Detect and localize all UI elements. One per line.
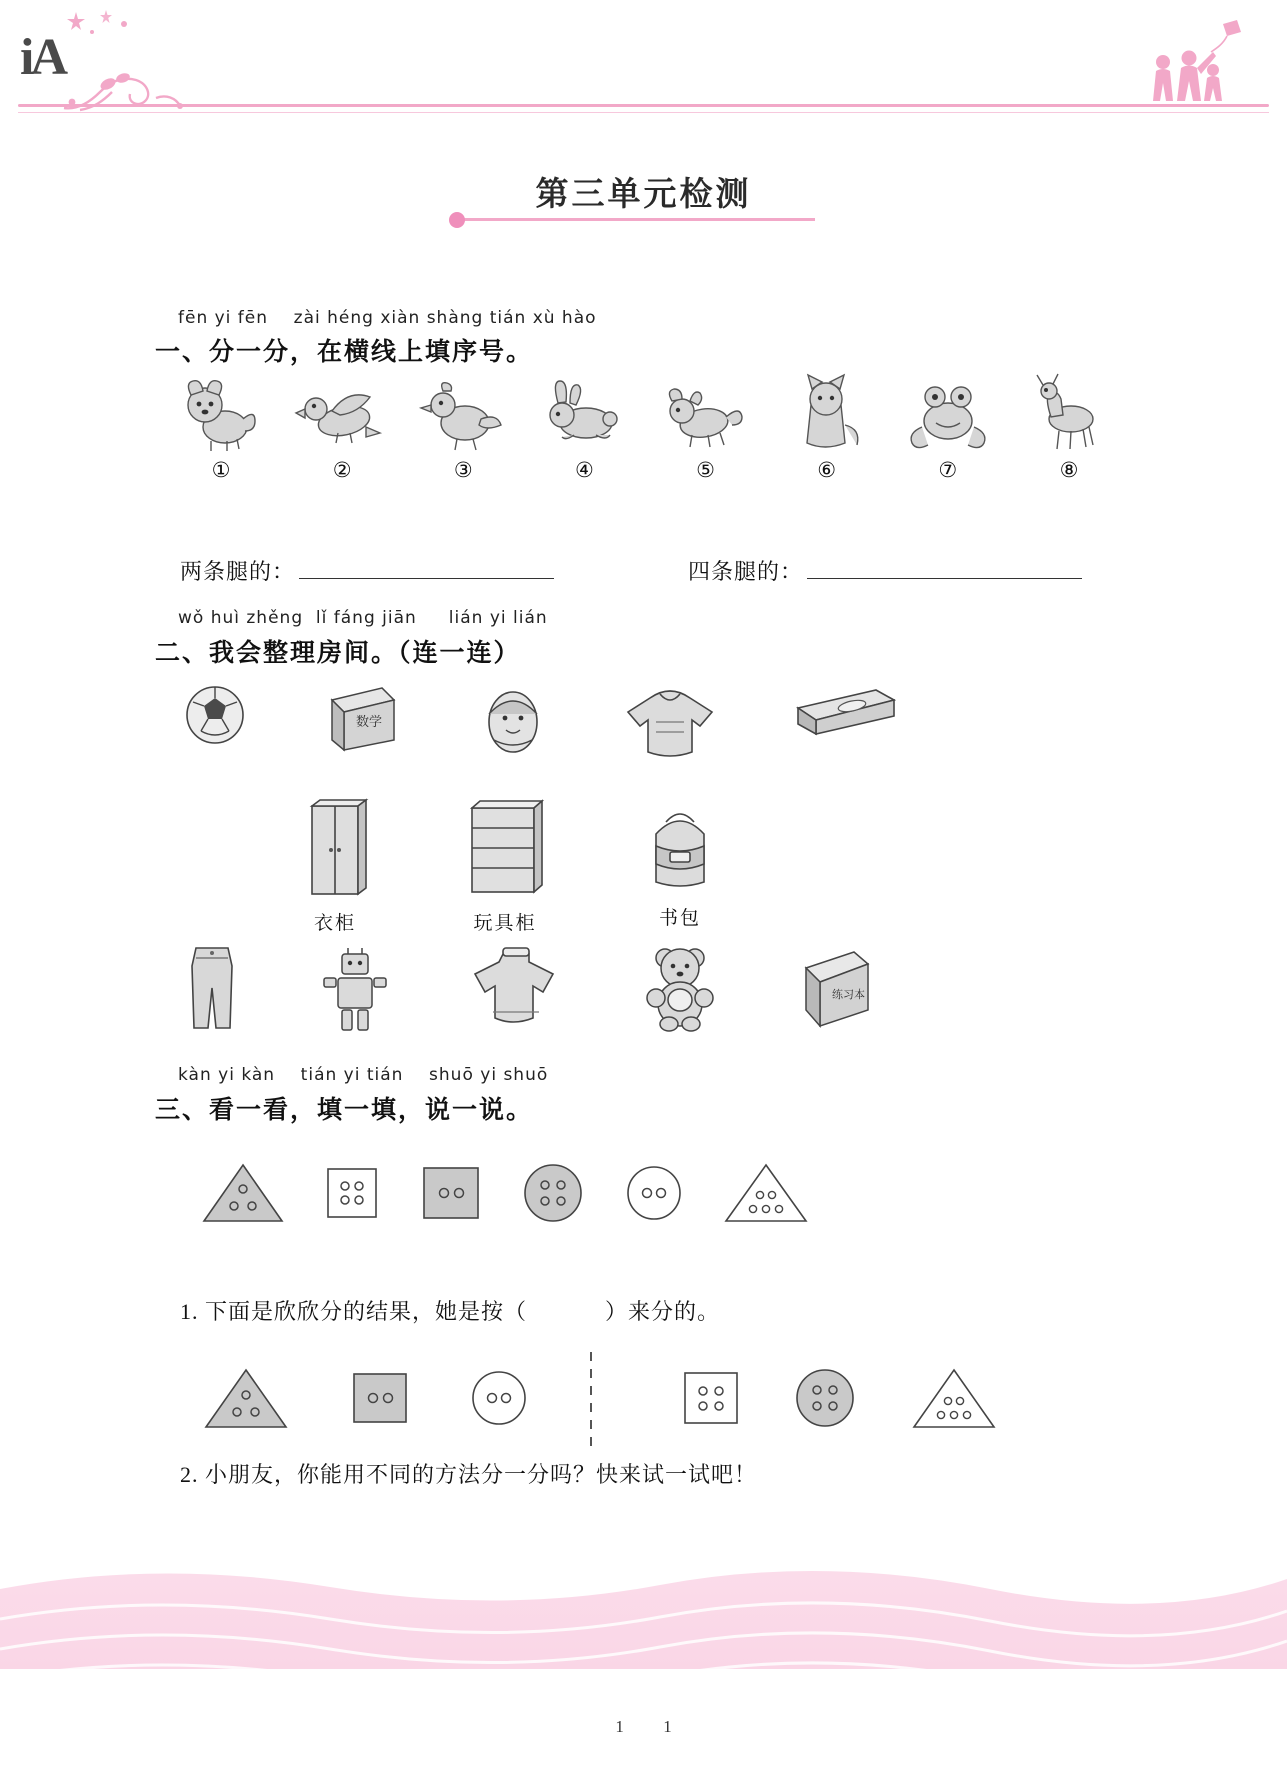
button-shape-item bbox=[468, 1367, 530, 1434]
sweatshirt-picture-icon bbox=[620, 678, 720, 758]
room-object-item[interactable] bbox=[790, 678, 900, 763]
section-1-pinyin: fēn yi fēn zài héng xiàn shàng tián xù hào bbox=[178, 308, 597, 328]
doll-picture-icon bbox=[476, 678, 550, 756]
triangle-white-5holes-icon bbox=[722, 1161, 810, 1225]
button-shape-item[interactable] bbox=[418, 1162, 484, 1229]
square-gray-2holes-icon bbox=[349, 1369, 411, 1427]
button-shape-item bbox=[680, 1368, 742, 1433]
section-2-heading: 二、我会整理房间。（连一连） bbox=[155, 640, 521, 667]
group-divider-dashed bbox=[588, 1352, 594, 1453]
frog-picture-icon bbox=[902, 375, 994, 453]
button-shape-item[interactable] bbox=[200, 1161, 286, 1230]
schoolbag-picture-icon bbox=[640, 798, 720, 898]
button-shape-item[interactable] bbox=[323, 1164, 381, 1227]
animal-item bbox=[781, 375, 873, 482]
button-shape-item[interactable] bbox=[623, 1162, 685, 1229]
animal-item bbox=[296, 375, 388, 482]
page-footer bbox=[0, 1717, 1287, 1737]
room-object-item[interactable] bbox=[476, 678, 550, 763]
four-legs-label: 四条腿的： bbox=[688, 559, 804, 584]
section-3-heading: 三、看一看，填一填，说一说。 bbox=[155, 1097, 534, 1124]
room-objects-row-3 bbox=[180, 940, 880, 1041]
cat-picture-icon bbox=[781, 375, 873, 453]
room-object-item[interactable] bbox=[320, 678, 406, 763]
circle-white-2holes-icon bbox=[623, 1162, 685, 1224]
animal-number: ⑧ bbox=[1059, 458, 1079, 482]
triangle-white-5holes-icon bbox=[908, 1365, 1000, 1431]
four-legs-blank-row bbox=[688, 555, 1082, 586]
q1-left-group bbox=[200, 1365, 530, 1436]
two-legs-label: 两条腿的： bbox=[180, 559, 296, 584]
animal-number: ⑥ bbox=[817, 458, 837, 482]
publisher-logo: iA bbox=[20, 29, 64, 86]
deer-picture-icon bbox=[1023, 375, 1115, 453]
math-book-caption: 数学 bbox=[356, 714, 383, 729]
room-object-item[interactable] bbox=[620, 678, 720, 763]
math-book-picture-icon bbox=[320, 678, 406, 758]
four-legs-answer-blank[interactable] bbox=[807, 556, 1082, 579]
furniture-label: 衣柜 bbox=[313, 913, 356, 934]
room-object-item[interactable] bbox=[465, 940, 567, 1041]
animal-number: ① bbox=[211, 458, 231, 482]
button-shape-item bbox=[349, 1369, 411, 1432]
header-divider-thin bbox=[18, 112, 1269, 113]
robot-toy-picture-icon bbox=[318, 940, 392, 1036]
animal-item bbox=[175, 375, 267, 482]
circle-gray-4holes-icon bbox=[792, 1365, 858, 1431]
furniture-item[interactable] bbox=[300, 798, 370, 935]
button-shape-item bbox=[200, 1365, 292, 1436]
two-legs-blank-row bbox=[180, 555, 554, 586]
animal-number: ⑦ bbox=[938, 458, 958, 482]
exercise-book-picture-icon bbox=[794, 940, 880, 1032]
square-white-4holes-icon bbox=[323, 1164, 381, 1222]
button-shape-item[interactable] bbox=[520, 1160, 586, 1231]
animal-number: ③ bbox=[453, 458, 473, 482]
room-object-item[interactable] bbox=[180, 940, 244, 1041]
triangle-gray-3holes-icon bbox=[200, 1161, 286, 1225]
question-2-text: 2. 小朋友，你能用不同的方法分一分吗？快来试一试吧！ bbox=[180, 1462, 758, 1487]
page-title: 第三单元检测 bbox=[535, 177, 752, 213]
square-gray-2holes-icon bbox=[418, 1162, 484, 1224]
animal-number: ② bbox=[332, 458, 352, 482]
room-objects-row-1 bbox=[180, 678, 900, 763]
furniture-item[interactable] bbox=[640, 798, 720, 935]
animal-item bbox=[902, 375, 994, 482]
pants-picture-icon bbox=[180, 940, 244, 1036]
circle-gray-4holes-icon bbox=[520, 1160, 586, 1226]
square-white-4holes-icon bbox=[680, 1368, 742, 1428]
dog-picture-icon bbox=[175, 375, 267, 453]
page-number-duplicate: 1 bbox=[663, 1717, 712, 1736]
title-dot-decor bbox=[449, 212, 465, 228]
page-header-decoration bbox=[0, 0, 1287, 120]
puppy-picture-icon bbox=[660, 375, 752, 453]
button-shapes-row bbox=[200, 1160, 810, 1231]
chick-picture-icon bbox=[417, 375, 509, 453]
title-underline bbox=[455, 218, 815, 221]
section-2-pinyin: wǒ huì zhěng lǐ fáng jiān lián yi lián bbox=[178, 608, 548, 628]
sweater-picture-icon bbox=[465, 940, 567, 1028]
animal-number: ⑤ bbox=[696, 458, 715, 482]
room-object-item[interactable] bbox=[180, 678, 250, 763]
room-object-item[interactable] bbox=[794, 940, 880, 1041]
furniture-label: 玩具柜 bbox=[473, 913, 537, 934]
room-object-item[interactable] bbox=[318, 940, 392, 1041]
rabbit-picture-icon bbox=[538, 375, 630, 453]
swirl-decor-icon bbox=[60, 58, 170, 108]
section-1-heading: 一、分一分，在横线上填序号。 bbox=[155, 339, 534, 366]
page-title-block bbox=[0, 168, 1287, 225]
animal-number: ④ bbox=[575, 458, 594, 482]
header-divider bbox=[18, 104, 1269, 107]
two-legs-answer-blank[interactable] bbox=[299, 556, 554, 579]
toy-cabinet-picture-icon bbox=[462, 798, 548, 903]
page-number: 1 bbox=[615, 1717, 664, 1736]
furniture-label: 书包 bbox=[658, 908, 701, 929]
button-shape-item[interactable] bbox=[722, 1161, 810, 1230]
footer-wave-decoration bbox=[0, 1549, 1287, 1669]
teddy-bear-picture-icon bbox=[641, 940, 721, 1036]
button-shape-item bbox=[908, 1365, 1000, 1436]
animal-item bbox=[660, 375, 752, 482]
animal-item bbox=[417, 375, 509, 482]
exercise-book-caption: 练习本 bbox=[832, 989, 865, 1001]
circle-white-2holes-icon bbox=[468, 1367, 530, 1429]
stars-decor-icon bbox=[66, 10, 136, 55]
furniture-item[interactable] bbox=[462, 798, 548, 935]
pencil-case-picture-icon bbox=[790, 678, 900, 742]
q1-right-group bbox=[680, 1365, 1000, 1436]
animal-picture-row bbox=[175, 375, 1115, 482]
question-1-text: 1. 下面是欣欣分的结果，她是按（ ）来分的。 bbox=[180, 1299, 721, 1324]
animal-item bbox=[1023, 375, 1115, 482]
room-furniture-row bbox=[300, 798, 720, 935]
wardrobe-picture-icon bbox=[300, 798, 370, 903]
bird-picture-icon bbox=[296, 375, 388, 453]
section-3-pinyin: kàn yi kàn tián yi tián shuō yi shuō bbox=[178, 1065, 549, 1085]
soccer-ball-picture-icon bbox=[180, 678, 250, 748]
animal-item bbox=[538, 375, 630, 482]
kite-family-decor-icon bbox=[1127, 18, 1247, 108]
room-object-item[interactable] bbox=[641, 940, 721, 1041]
triangle-gray-3holes-icon bbox=[200, 1365, 292, 1431]
button-shape-item bbox=[792, 1365, 858, 1436]
